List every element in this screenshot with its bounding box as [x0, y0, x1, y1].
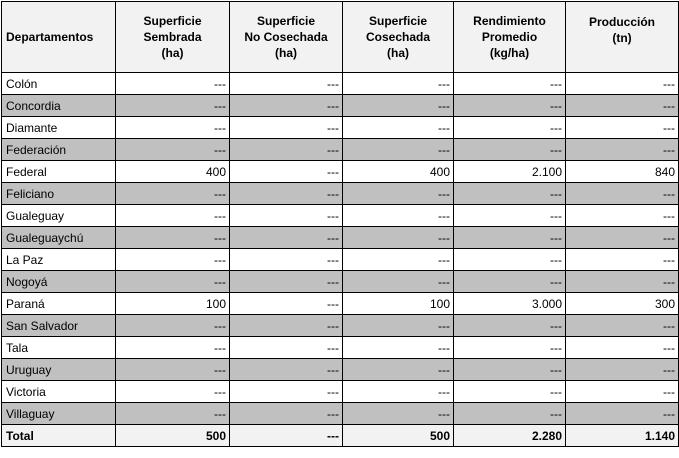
table-cell: ---	[230, 117, 343, 139]
table-row	[2, 73, 679, 95]
table-cell: ---	[343, 381, 454, 403]
department-name: Nogoyá	[2, 271, 116, 293]
table-cell: ---	[454, 315, 566, 337]
table-cell: ---	[343, 249, 454, 271]
table-cell: ---	[343, 271, 454, 293]
table-cell: ---	[230, 73, 343, 95]
department-name: Feliciano	[2, 183, 116, 205]
department-name: La Paz	[2, 249, 116, 271]
table-cell: ---	[566, 271, 679, 293]
table-row	[2, 337, 679, 359]
table-cell: ---	[116, 403, 230, 425]
total-row	[2, 425, 679, 447]
table-cell: ---	[116, 315, 230, 337]
table-row	[2, 315, 679, 337]
table-cell: ---	[343, 337, 454, 359]
table-cell: ---	[566, 205, 679, 227]
department-name: Paraná	[2, 293, 116, 315]
header-line: Cosechada	[365, 30, 431, 44]
department-name: Villaguay	[2, 403, 116, 425]
table-cell: ---	[116, 337, 230, 359]
table-cell: ---	[454, 73, 566, 95]
table-cell: ---	[230, 403, 343, 425]
table-cell: ---	[116, 249, 230, 271]
total-cell: 500	[116, 425, 230, 447]
header-superficie-cosechada	[343, 2, 454, 73]
table-cell: ---	[566, 381, 679, 403]
header-line: (ha)	[275, 46, 297, 60]
table-cell: 300	[566, 293, 679, 315]
table-cell: ---	[230, 95, 343, 117]
table-cell: 3.000	[454, 293, 566, 315]
table-cell: ---	[230, 183, 343, 205]
table-cell: ---	[566, 73, 679, 95]
table-cell: ---	[454, 249, 566, 271]
header-departamentos	[2, 2, 116, 73]
table-cell: ---	[230, 227, 343, 249]
department-name: Federal	[2, 161, 116, 183]
header-line: Sembrada	[143, 30, 202, 44]
table-cell: 2.100	[454, 161, 566, 183]
table-cell: ---	[116, 73, 230, 95]
table-cell: ---	[454, 183, 566, 205]
department-name: Concordia	[2, 95, 116, 117]
header-rendimiento-promedio	[454, 2, 566, 73]
table-cell: ---	[566, 183, 679, 205]
table-cell: ---	[230, 315, 343, 337]
table-cell: ---	[454, 271, 566, 293]
table-cell: ---	[343, 205, 454, 227]
total-cell: 500	[343, 425, 454, 447]
header-line: Superficie	[143, 14, 202, 28]
table-cell: ---	[343, 117, 454, 139]
table-cell: ---	[566, 95, 679, 117]
table-cell: ---	[116, 95, 230, 117]
department-name: Colón	[2, 73, 116, 95]
department-name: Federación	[2, 139, 116, 161]
table-cell: ---	[116, 381, 230, 403]
table-cell: ---	[454, 359, 566, 381]
table-cell: ---	[454, 117, 566, 139]
header-line: (ha)	[161, 46, 184, 60]
table-row	[2, 183, 679, 205]
header-line: (ha)	[387, 46, 409, 60]
table-cell: 400	[116, 161, 230, 183]
table-cell: ---	[230, 139, 343, 161]
header-superficie-sembrada	[116, 2, 230, 73]
table-cell: ---	[116, 271, 230, 293]
header-line: Superficie	[256, 14, 316, 28]
table-cell: ---	[116, 139, 230, 161]
table-cell: ---	[454, 381, 566, 403]
table-cell: ---	[230, 249, 343, 271]
table-cell: ---	[566, 249, 679, 271]
table-cell: ---	[343, 315, 454, 337]
department-name: Diamante	[2, 117, 116, 139]
table-row	[2, 293, 679, 315]
table-cell: ---	[343, 359, 454, 381]
header-superficie-no-cosechada	[230, 2, 343, 73]
header-line: No Cosechada	[244, 30, 328, 44]
header-produccion	[566, 2, 679, 73]
table-row	[2, 139, 679, 161]
department-name: Victoria	[2, 381, 116, 403]
table-cell: 400	[343, 161, 454, 183]
table-row	[2, 161, 679, 183]
table-cell: ---	[116, 183, 230, 205]
table-cell: ---	[343, 227, 454, 249]
header-line: Superficie	[368, 14, 428, 28]
table-row	[2, 227, 679, 249]
header-line: (tn)	[612, 31, 632, 45]
department-name: Gualeguaychú	[2, 227, 116, 249]
table-row	[2, 117, 679, 139]
table-cell: ---	[343, 95, 454, 117]
table-cell: ---	[116, 117, 230, 139]
total-cell: 1.140	[566, 425, 679, 447]
table-cell: ---	[343, 403, 454, 425]
header-line: Rendimiento	[473, 14, 546, 28]
table-cell: ---	[454, 227, 566, 249]
header-departamentos-text: Departamentos	[6, 30, 94, 44]
table-row	[2, 359, 679, 381]
table-cell: 100	[343, 293, 454, 315]
table-cell: ---	[566, 403, 679, 425]
table-cell: ---	[566, 117, 679, 139]
table-row	[2, 205, 679, 227]
table-cell: ---	[454, 95, 566, 117]
table-cell: ---	[566, 139, 679, 161]
table-cell: ---	[230, 337, 343, 359]
table-row	[2, 95, 679, 117]
table-cell: ---	[566, 227, 679, 249]
table-cell: ---	[566, 337, 679, 359]
table-cell: 840	[566, 161, 679, 183]
total-cell: ---	[230, 425, 343, 447]
table-cell: ---	[116, 359, 230, 381]
table-cell: ---	[454, 139, 566, 161]
department-name: Tala	[2, 337, 116, 359]
header-line: Promedio	[481, 30, 538, 44]
table-cell: ---	[454, 403, 566, 425]
header-line: (kg/ha)	[489, 46, 530, 60]
department-name: Uruguay	[2, 359, 116, 381]
table-cell: ---	[566, 315, 679, 337]
total-label: Total	[2, 425, 116, 447]
table-cell: ---	[230, 293, 343, 315]
table-cell: ---	[454, 337, 566, 359]
header-line: Producción	[588, 15, 655, 29]
header-row	[2, 2, 679, 73]
table-cell: ---	[230, 271, 343, 293]
table-cell: ---	[566, 359, 679, 381]
table-cell: ---	[230, 205, 343, 227]
table-row	[2, 403, 679, 425]
department-name: Gualeguay	[2, 205, 116, 227]
table-cell: ---	[230, 359, 343, 381]
table-cell: ---	[343, 73, 454, 95]
table-cell: ---	[116, 227, 230, 249]
table-row	[2, 271, 679, 293]
table-cell: ---	[230, 161, 343, 183]
table-cell: ---	[343, 139, 454, 161]
total-cell: 2.280	[454, 425, 566, 447]
table-cell: ---	[116, 205, 230, 227]
table-cell: ---	[343, 183, 454, 205]
table-row	[2, 249, 679, 271]
departamentos-table	[1, 1, 679, 447]
department-name: San Salvador	[2, 315, 116, 337]
table-row	[2, 381, 679, 403]
table-cell: ---	[454, 205, 566, 227]
table-cell: 100	[116, 293, 230, 315]
table-cell: ---	[230, 381, 343, 403]
